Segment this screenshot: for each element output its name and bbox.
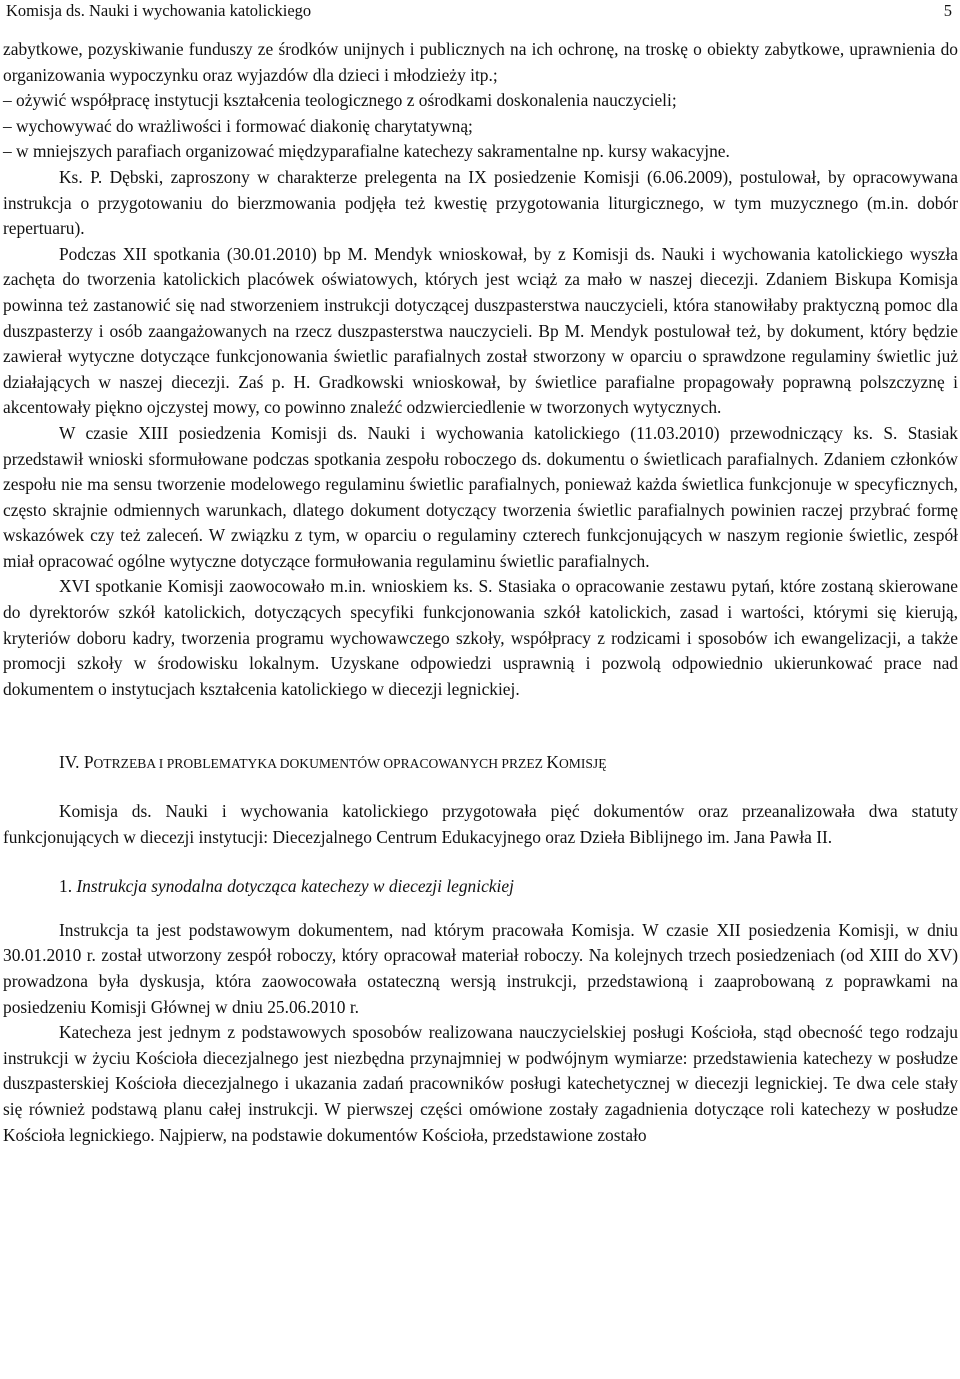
section-heading: IV. POTRZEBA I PROBLEMATYKA DOKUMENTÓW OPRACOWANYCH PRZEZ KOMISJĘ (59, 752, 607, 773)
list-item-dash: – ożywić współpracę instytucji kształcenia teologicznego z ośrodkami doskonalenia nauczycieli; (3, 90, 677, 111)
paragraph: Komisja ds. Nauki i wychowania katolickiego przygotowała pięć dokumentów oraz przeanalizowała dwa statuty funkcjonujących w diecezji instytucji: Diecezjalnego Centrum Edukacyjnego oraz Dzieła Biblijnego im. Jana Pawła II. (3, 801, 958, 847)
subsection-title: Instrukcja synodalna dotycząca katechezy w diecezji legnickiej (76, 876, 514, 897)
paragraph: W czasie XIII posiedzenia Komisji ds. Nauki i wychowania katolickiego (11.03.2010) przewodniczący ks. S. Stasiak przedstawił wnioski sformułowane podczas spotkania zespołu roboczego ds. dokumentu o świetlicach parafialnych. Zdaniem członków zespołu nie ma sensu tworzenie modelowego regulaminu świetlic parafialnych, ponieważ każda świetlica funkcjonuje w specyficznych, często skrajnie odmiennych warunkach, dlatego dokument dotyczący tworzenia świetlic parafialnych powinien raczej przybrać formę wskazówek czy też zaleceń. W związku z tym, w oparciu o regulaminy czterech funkcjonujących w naszym regionie świetlic, zespół miał opracować ogólne wytyczne dotyczące formułowania regulaminu świetlic parafialnych. (3, 422, 958, 571)
page-number: 5 (943, 1, 952, 20)
list-item-dash: – wychowywać do wrażliwości i formować diakonię charytatywną; (3, 115, 473, 136)
paragraph: Katecheza jest jednym z podstawowych sposobów realizowana nauczycielskiej posługi Kościoła, stąd obecność tego rodzaju instrukcji w życiu Kościoła diecezjalnego jest niezbędna przynajmniej w podwójnym wymiarze: przedstawienia katechezy w posłudze duszpasterskiej Kościoła diecezjalnego i ukazania zadań pracowników posługi katechetycznej w diecezji legnickiej. Te dwa cele stały się również podstawą planu całej instrukcji. W pierwszej części omówione zostały zagadnienia dotyczące roli katechezy w posłudze Kościoła legnickiego. Najpierw, na podstawie dokumentów Kościoła, przedstawione zostało (3, 1022, 958, 1145)
paragraph: Instrukcja ta jest podstawowym dokumentem, nad którym pracowała Komisja. W czasie XII posiedzenia Komisji, w dniu 30.01.2010 r. został utworzony zespół roboczy, który opracował materiał roboczy. Na kolejnych trzech posiedzeniach (od XIII do XV) prowadzona była dyskusja, która zaowocowała ostateczną wersją instrukcji, przedstawioną i zaaprobowaną z poprawkami na posiedzeniu Komisji Głównej w dniu 25.06.2010 r. (3, 919, 958, 1017)
running-title: Komisja ds. Nauki i wychowania katolickiego (6, 1, 312, 20)
paragraph: Ks. P. Dębski, zaproszony w charakterze prelegenta na IX posiedzenie Komisji (6.06.2009), postulował, by opracowywana instrukcja o przygotowaniu do bierzmowania podjęła też kwestię przygotowania liturgicznego, w tym muzycznego (m.in. dobór repertuaru). (3, 166, 958, 239)
subsection-heading (3, 874, 958, 900)
subsection-number: 1. (59, 876, 77, 897)
page-header (6, 0, 952, 24)
list-item-dash: – w mniejszych parafiach organizować międzyparafialne katechezy sakramentalne np. kursy wakacyjne. (3, 141, 730, 162)
paragraph-continued: zabytkowe, pozyskiwanie funduszy ze środków unijnych i publicznych na ich ochronę, na troskę o obiekty zabytkowe, uprawnienia do organizowania wypoczynku oraz wyjazdów dla dzieci i młodzieży itp.; (3, 39, 958, 85)
paragraph: Podczas XII spotkania (30.01.2010) bp M. Mendyk wnioskował, by z Komisji ds. Nauki i wychowania katolickiego wyszła zachęta do tworzenia katolickich placówek oświatowych, których jest wciąż za mało w naszej diecezji. Zdaniem Biskupa Komisja powinna też zastanowić się nad stworzeniem instrukcji dotyczącej duszpasterstwa nauczycieli, która stanowiłaby praktyczną pomoc dla duszpasterzy i osób zaangażowanych na rzecz duszpasterstwa nauczycieli. Bp M. Mendyk postulował też, by dokument, który będzie zawierał wytyczne dotyczące funkcjonowania świetlic parafialnych został stworzony w oparciu o sprawdzone regulaminy świetlic już działających w naszej diecezji. Zaś p. H. Gradkowski wnioskował, by świetlice parafialne propagowały poprawną polszczyznę i akcentowały piękno ojczystej mowy, co powinno znaleźć odzwierciedlenie w tworzonych wytycznych. (3, 243, 958, 418)
paragraph: XVI spotkanie Komisji zaowocowało m.in. wnioskiem ks. S. Stasiaka o opracowanie zestawu pytań, które zostaną skierowane do dyrektorów szkół katolickich, dotyczących specyfiki funkcjonowania szkół katolickich, zasad i wartości, którymi się kierują, kryteriów doboru kadry, tworzenia programu wychowawczego szkoły, współpracy z rodzicami i sposobów ich ewangelizacji, a także promocji szkoły w środowisku lokalnym. Uzyskane odpowiedzi usprawnią i pozwolą odpowiednio ukierunkować prace nad dokumentem o instytucjach kształcenia katolickiego w diecezji legnickiej. (3, 576, 958, 699)
section-number: IV. (59, 752, 84, 773)
page-body (0, 37, 960, 1148)
